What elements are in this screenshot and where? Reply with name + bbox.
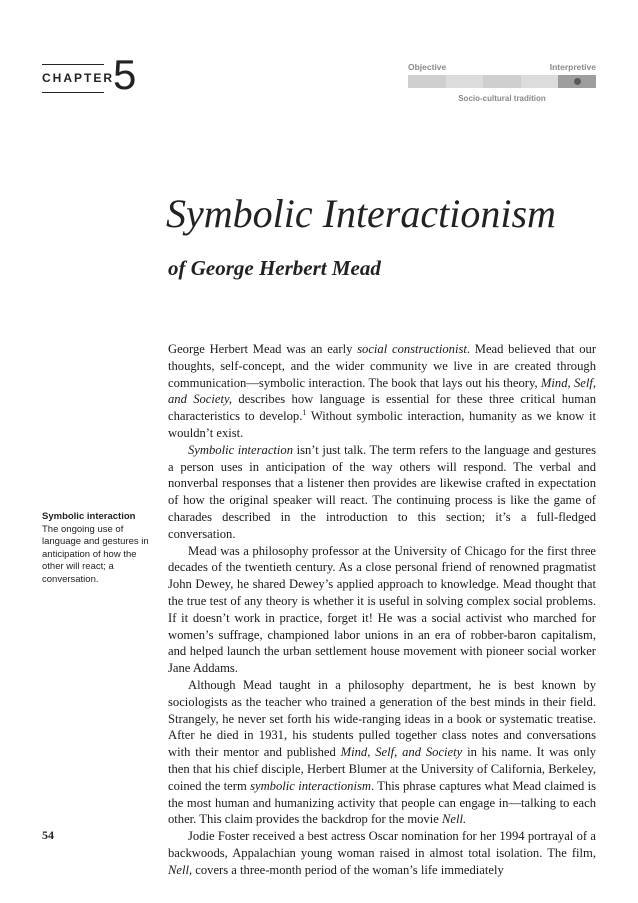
- footnote-ref: 1: [302, 408, 307, 417]
- tradition-scale: [408, 62, 596, 103]
- scale-right-label: Interpretive: [549, 62, 596, 72]
- italic-text: Nell,: [168, 862, 193, 877]
- italic-text: Symbolic interaction: [188, 442, 294, 457]
- body-text: [168, 341, 596, 879]
- text-run: Jodie Foster received a best actress Oscar nomination for her 1994 portrayal of a backwoods, Appalachian young woman raised in almost total isolation. The film,: [168, 829, 596, 860]
- chapter-subtitle: of George Herbert Mead: [168, 256, 381, 280]
- scale-segment: [521, 75, 559, 88]
- definition-text: The ongoing use of language and gestures in anticipation of how the other will react; a conversation.: [42, 523, 149, 585]
- definition-term: Symbolic interaction: [42, 511, 136, 522]
- text-run: . This phrase captures what Mead claimed is the most human and humanizing activity that people can engage in—talking to each other. This claim provides the backdrop for the movie: [168, 778, 596, 827]
- text-run: Mead was a philosophy professor at the University of Chicago for the first three decades of the twentieth century. As a close personal friend of renowned pragmatist John Dewey, he shared Dewey’s applied approach to knowledge. Mead thought that the true test of any theory is whether it is useful in solving complex social problems. If it doesn’t work in practice, forget it! He was a social activist who marched for women’s suffrage, championed labor unions in an era of robber-baron capitalism, and helped launch the urban settlement house movement with pioneer social worker Jane Addams.: [168, 543, 596, 676]
- italic-text: Mind, Self, and Society,: [168, 375, 596, 407]
- chapter-label: CHAPTER: [42, 71, 115, 85]
- scale-segment: [558, 75, 596, 88]
- scale-end-labels: [408, 62, 596, 72]
- text-run: covers a three-month period of the woman’s life immediately: [192, 862, 504, 877]
- text-run: Although Mead taught in a philosophy department, he is best known by sociologists as the teacher who trained a generation of the best minds in their field. Strangely, he never set forth his wide-ranging ideas in a book or systematic treatise. After he died in 1931, his students pulled together class notes and conversations with their mentor and published: [168, 677, 596, 760]
- body-paragraph: [168, 341, 596, 442]
- italic-text: Mind, Self, and Society: [340, 745, 463, 760]
- text-run: George Herbert Mead was an early: [168, 342, 358, 356]
- page-number: 54: [42, 828, 54, 842]
- scale-caption: Socio-cultural tradition: [458, 94, 546, 103]
- chapter-rule-top: [42, 64, 104, 65]
- text-run: Without symbolic interaction, humanity as we know it wouldn’t exist.: [168, 409, 596, 440]
- scale-segment: [483, 75, 521, 88]
- scale-left-label: Objective: [408, 62, 447, 72]
- italic-text: symbolic interactionism: [250, 778, 371, 793]
- scale-bar: [408, 75, 596, 88]
- body-paragraph: [168, 543, 596, 677]
- chapter-number: 5: [113, 51, 137, 98]
- body-paragraph: [168, 442, 596, 543]
- italic-text: social constructionist: [357, 342, 467, 356]
- chapter-title: Symbolic Interactionism: [166, 191, 556, 236]
- text-run: isn’t just talk. The term refers to the language and gestures a person uses in anticipation of the way others will respond. The verbal and nonverbal responses that a listener then provides are likewise crafted in expectation of how the original speaker will react. The continuing process is like the game of charades described in the introduction to this section; it’s a full-fledged conversation.: [168, 442, 596, 541]
- text-run: . Mead believed that our thoughts, self-concept, and the wider community we live in are created through communication—symbolic interaction. The book that lays out his theory,: [168, 342, 597, 390]
- scale-segment: [408, 75, 446, 88]
- scale-position-marker: [574, 78, 581, 85]
- scale-segment: [446, 75, 484, 88]
- italic-text: Nell.: [441, 812, 467, 827]
- text-run: in his name. It was only then that his chief disciple, Herbert Blumer at the University of California, Berkeley, coined the term: [168, 745, 596, 793]
- body-paragraph: [168, 828, 596, 878]
- text-run: describes how language is essential for these three critical human characteristics to develop.: [168, 392, 596, 424]
- margin-definition: [42, 511, 150, 586]
- chapter-rule-bottom: [42, 92, 104, 93]
- body-paragraph: [168, 677, 596, 828]
